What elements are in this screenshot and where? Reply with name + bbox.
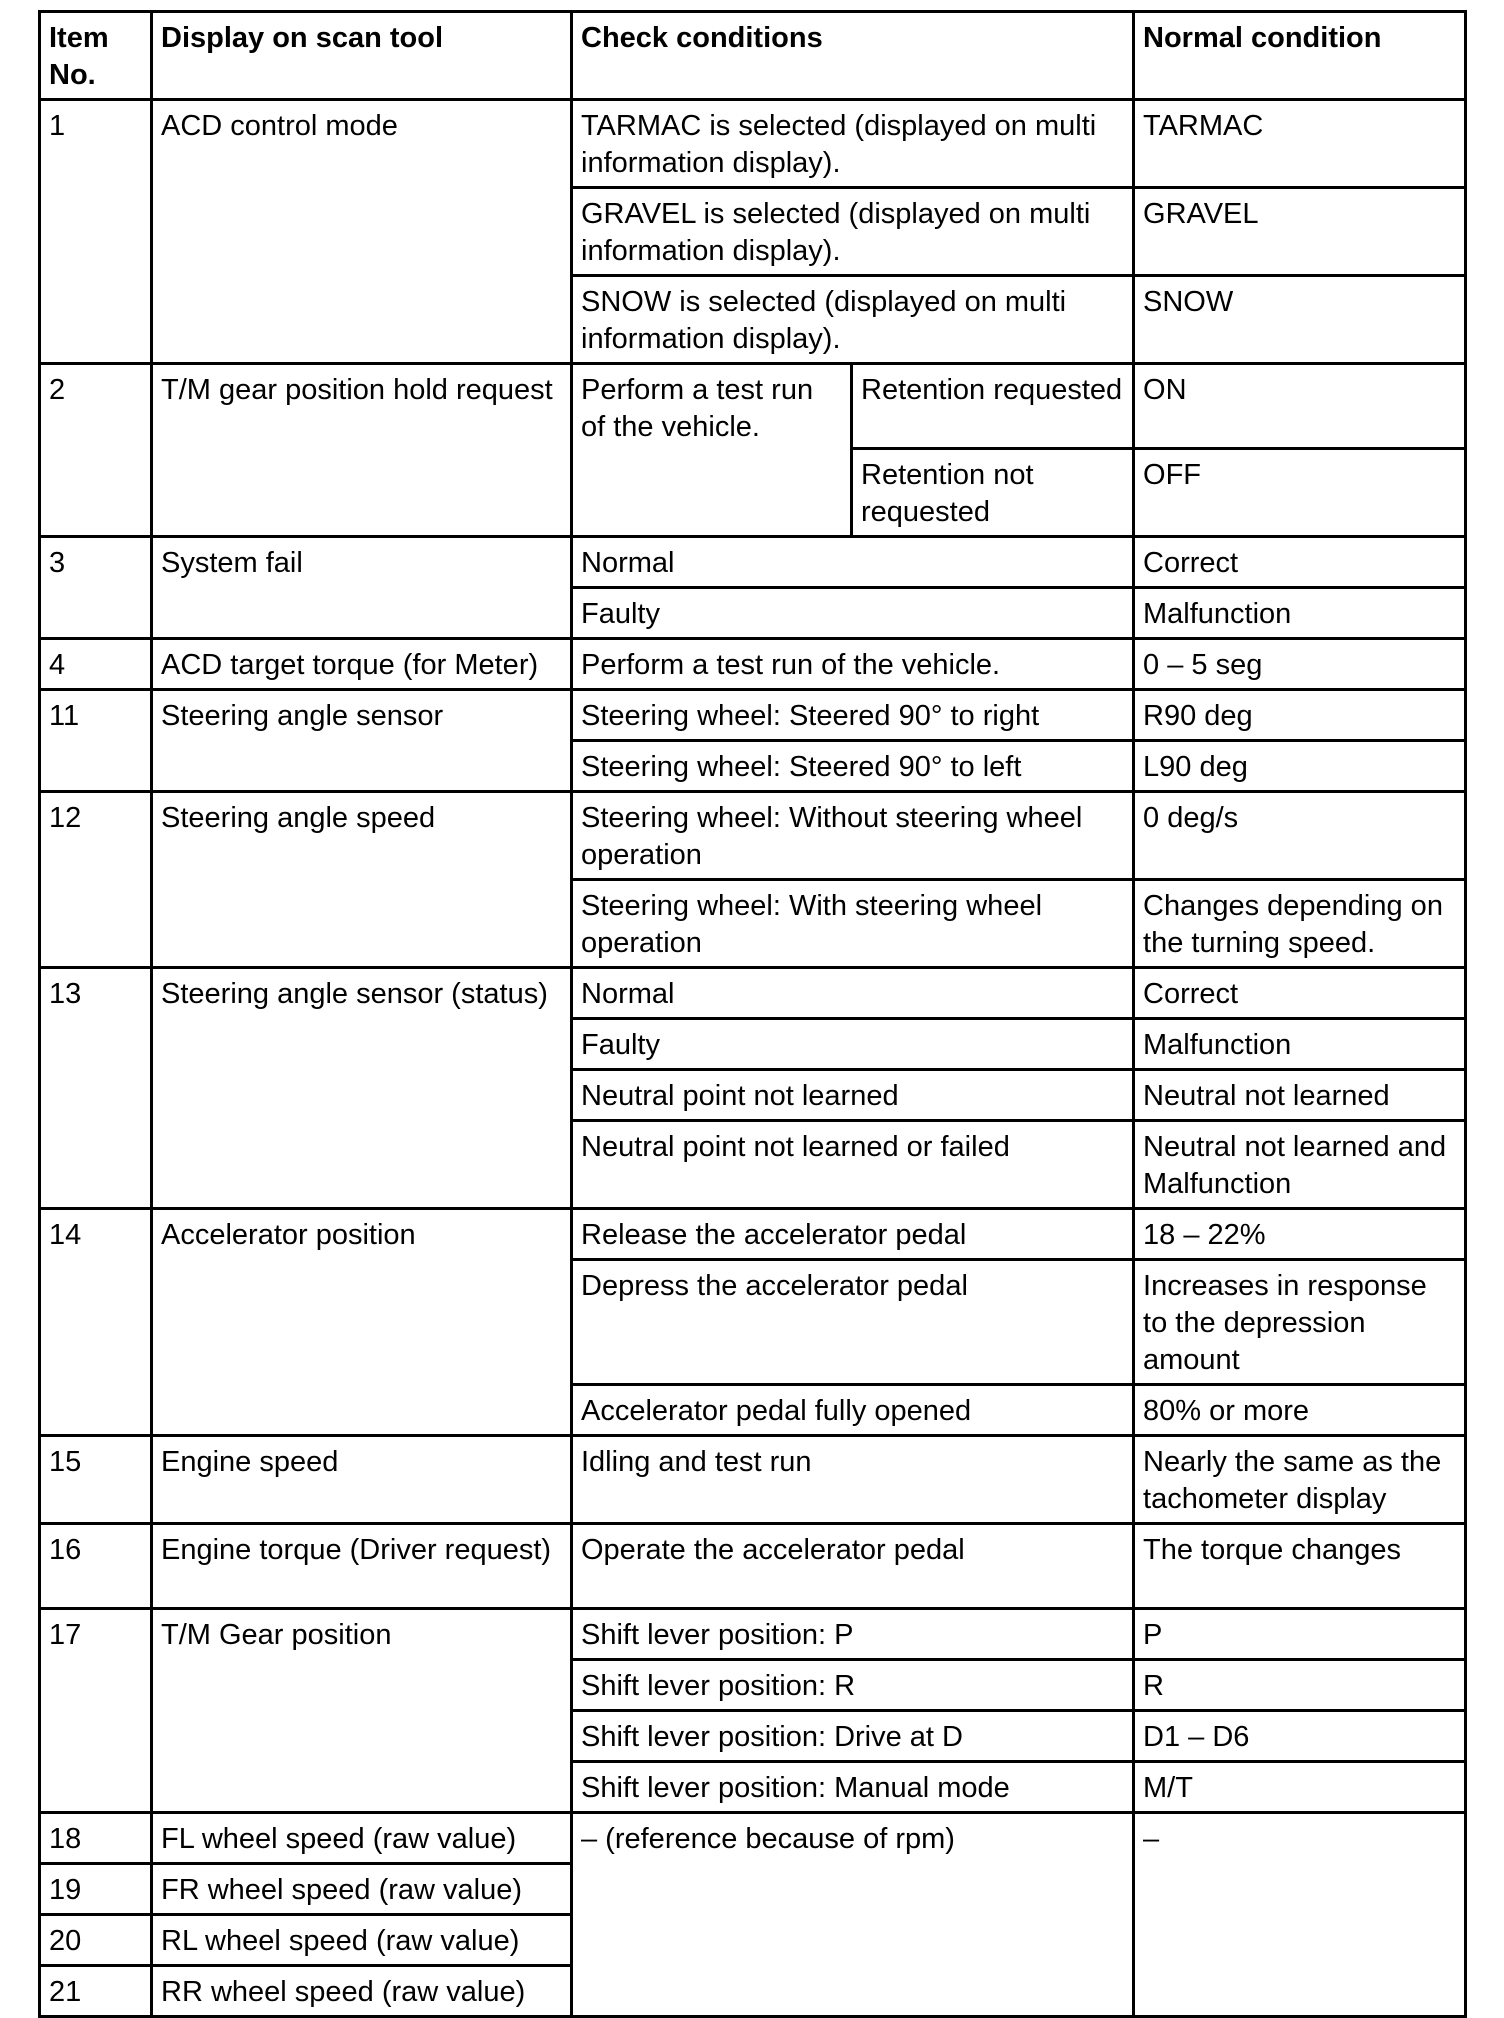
- header-row: [40, 12, 1466, 100]
- table-row: [40, 1813, 1466, 1864]
- normal-condition: Neutral not learned and Malfunction: [1134, 1121, 1466, 1209]
- check-condition: Normal: [572, 968, 1134, 1019]
- display-name: System fail: [152, 537, 572, 639]
- item-number: 17: [40, 1609, 152, 1813]
- item-number: 13: [40, 968, 152, 1209]
- check-condition: Shift lever position: Drive at D: [572, 1711, 1134, 1762]
- item-number: 11: [40, 690, 152, 792]
- check-condition: Perform a test run of the vehicle.: [572, 364, 852, 537]
- normal-condition: SNOW: [1134, 276, 1466, 364]
- check-condition: Release the accelerator pedal: [572, 1209, 1134, 1260]
- check-condition: SNOW is selected (displayed on multi information display).: [572, 276, 1134, 364]
- normal-condition: 0 – 5 seg: [1134, 639, 1466, 690]
- check-condition: Faulty: [572, 588, 1134, 639]
- normal-condition: GRAVEL: [1134, 188, 1466, 276]
- display-name: Steering angle sensor (status): [152, 968, 572, 1209]
- table-row: [40, 1436, 1466, 1524]
- item-number: 12: [40, 792, 152, 968]
- table-row: [40, 968, 1466, 1019]
- normal-condition: Malfunction: [1134, 588, 1466, 639]
- normal-condition: 18 – 22%: [1134, 1209, 1466, 1260]
- normal-condition: Neutral not learned: [1134, 1070, 1466, 1121]
- table-row: [40, 100, 1466, 188]
- check-sub-condition: Retention requested: [852, 364, 1134, 449]
- item-number: 4: [40, 639, 152, 690]
- normal-condition: 0 deg/s: [1134, 792, 1466, 880]
- table-row: [40, 537, 1466, 588]
- table-row: [40, 792, 1466, 880]
- item-number: 20: [40, 1915, 152, 1966]
- normal-condition: L90 deg: [1134, 741, 1466, 792]
- table-row: [40, 639, 1466, 690]
- check-condition: Steering wheel: Without steering wheel operation: [572, 792, 1134, 880]
- display-name: RR wheel speed (raw value): [152, 1966, 572, 2017]
- display-name: Engine torque (Driver request): [152, 1524, 572, 1609]
- normal-condition: ON: [1134, 364, 1466, 449]
- check-condition: Shift lever position: P: [572, 1609, 1134, 1660]
- check-condition: Shift lever position: R: [572, 1660, 1134, 1711]
- normal-condition: TARMAC: [1134, 100, 1466, 188]
- item-number: 16: [40, 1524, 152, 1609]
- normal-condition: Correct: [1134, 968, 1466, 1019]
- item-number: 3: [40, 537, 152, 639]
- normal-condition: 80% or more: [1134, 1385, 1466, 1436]
- check-condition: Accelerator pedal fully opened: [572, 1385, 1134, 1436]
- display-name: RL wheel speed (raw value): [152, 1915, 572, 1966]
- check-condition: Steering wheel: With steering wheel operation: [572, 880, 1134, 968]
- check-condition: Neutral point not learned: [572, 1070, 1134, 1121]
- check-condition: Operate the accelerator pedal: [572, 1524, 1134, 1609]
- item-number: 18: [40, 1813, 152, 1864]
- item-number: 14: [40, 1209, 152, 1436]
- item-number: 15: [40, 1436, 152, 1524]
- check-condition: Depress the accelerator pedal: [572, 1260, 1134, 1385]
- check-condition: Normal: [572, 537, 1134, 588]
- check-condition: GRAVEL is selected (displayed on multi information display).: [572, 188, 1134, 276]
- normal-condition: R90 deg: [1134, 690, 1466, 741]
- item-number: 21: [40, 1966, 152, 2017]
- table-row: [40, 1209, 1466, 1260]
- check-sub-condition: Retention not requested: [852, 449, 1134, 537]
- header-normal-condition: Normal condition: [1134, 12, 1466, 100]
- check-condition: TARMAC is selected (displayed on multi information display).: [572, 100, 1134, 188]
- display-name: FL wheel speed (raw value): [152, 1813, 572, 1864]
- normal-condition: R: [1134, 1660, 1466, 1711]
- check-condition: Faulty: [572, 1019, 1134, 1070]
- display-name: Steering angle speed: [152, 792, 572, 968]
- normal-condition: M/T: [1134, 1762, 1466, 1813]
- header-display: Display on scan tool: [152, 12, 572, 100]
- table-row: [40, 364, 1466, 449]
- display-name: Engine speed: [152, 1436, 572, 1524]
- check-condition: Shift lever position: Manual mode: [572, 1762, 1134, 1813]
- normal-condition: P: [1134, 1609, 1466, 1660]
- normal-condition: Correct: [1134, 537, 1466, 588]
- check-condition: Neutral point not learned or failed: [572, 1121, 1134, 1209]
- normal-condition: Changes depending on the turning speed.: [1134, 880, 1466, 968]
- header-check-conditions: Check conditions: [572, 12, 1134, 100]
- normal-condition: The torque changes: [1134, 1524, 1466, 1609]
- item-number: 19: [40, 1864, 152, 1915]
- normal-condition: OFF: [1134, 449, 1466, 537]
- normal-condition: Malfunction: [1134, 1019, 1466, 1070]
- normal-condition: Increases in response to the depression amount: [1134, 1260, 1466, 1385]
- check-condition: Steering wheel: Steered 90° to right: [572, 690, 1134, 741]
- display-name: ACD target torque (for Meter): [152, 639, 572, 690]
- check-condition: Idling and test run: [572, 1436, 1134, 1524]
- check-condition: – (reference because of rpm): [572, 1813, 1134, 2017]
- display-name: T/M gear position hold request: [152, 364, 572, 537]
- display-name: ACD control mode: [152, 100, 572, 364]
- table-row: [40, 1524, 1466, 1609]
- normal-condition: Nearly the same as the tachometer display: [1134, 1436, 1466, 1524]
- check-condition: Perform a test run of the vehicle.: [572, 639, 1134, 690]
- display-name: Accelerator position: [152, 1209, 572, 1436]
- display-name: T/M Gear position: [152, 1609, 572, 1813]
- table-row: [40, 690, 1466, 741]
- display-name: FR wheel speed (raw value): [152, 1864, 572, 1915]
- normal-condition: D1 – D6: [1134, 1711, 1466, 1762]
- table-row: [40, 1609, 1466, 1660]
- normal-condition: –: [1134, 1813, 1466, 2017]
- header-item-no: Item No.: [40, 12, 152, 100]
- scan-tool-spec-table: [38, 10, 1467, 2018]
- display-name: Steering angle sensor: [152, 690, 572, 792]
- item-number: 2: [40, 364, 152, 537]
- item-number: 1: [40, 100, 152, 364]
- check-condition: Steering wheel: Steered 90° to left: [572, 741, 1134, 792]
